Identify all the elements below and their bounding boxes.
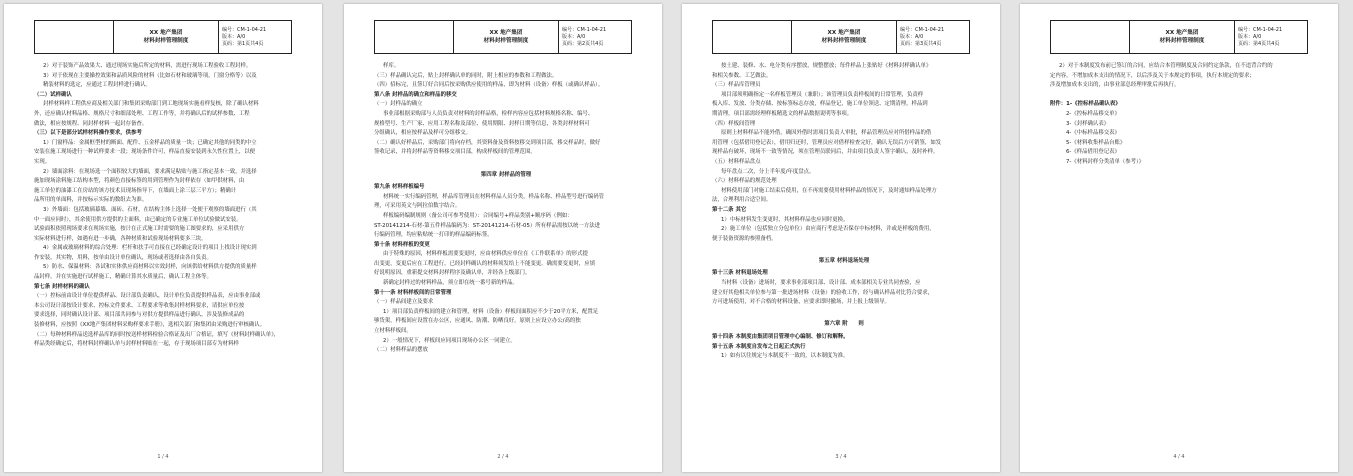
section-heading: 第八条 封样品的确立和样品的移交 (374, 91, 457, 98)
paragraph-line: （四）招标完，且签订好合同后按采购供应使用的样品，即为材料（设备）样板（或确认样品）。 (374, 82, 604, 89)
paragraph-line: 5-《材料收集样品台账》 (1066, 139, 1126, 146)
paragraph-line: 够货架，样板间应设置在办公区，应通风、防潮、防晒良好，原则上应设立办公/高的独 (374, 318, 581, 325)
paragraph-line: 理，可采用英文与阿拉伯数字结合。 (374, 203, 461, 210)
page-footer: 2 / 4 (497, 454, 509, 460)
paragraph-line (712, 308, 976, 318)
paragraph-line: 6-《样品借用登记表》 (1066, 149, 1120, 156)
paragraph-line: 每年盘点二次，分上半年度/年度盘点。 (721, 168, 815, 175)
paragraph-line: 期清理，项目部需经理样板精选文的样品数据说明等事项。 (712, 110, 853, 117)
document-version: 版本：A/0 (1238, 33, 1262, 40)
paragraph-line: 3）外墙面：包括玻璃幕墙、面砖、石材，在结构主体上选择一处便于观察的墙面进行（其 (43, 206, 257, 213)
paragraph-line: 1）门窗样品：金属框型材的断面、配件、五金样品的质量一块；已确定其他的同类的中立 (43, 139, 257, 146)
paragraph-line: 实现。 (34, 158, 51, 165)
paragraph-line: 要求选择，同时确认设计部、项目部共同参与对供方提供样品进行确认，涉及装修成品的 (34, 312, 245, 319)
paragraph-line: 样板编码编制规则（备公司可参考使用）：合同编号+样品类别+顺序码（例如： (383, 212, 573, 219)
paragraph-line: （五）材料样品盘点 (712, 158, 761, 165)
paragraph-line: （一）样品间建立及要求 (374, 299, 434, 306)
paragraph-line: 行编码管理，均应粘贴统一打印的样品编码标签。 (374, 232, 493, 239)
paragraph-line: （二）材料样品的摆放 (374, 347, 428, 354)
paragraph-line: 便于装备资源的参照备档。 (712, 235, 777, 242)
paragraph-line: 新确定封样过的材料样品，须立即在统一番号新的样品。 (383, 280, 518, 287)
paragraph-line: （一）封样品的确立 (374, 101, 423, 108)
page-footer: 4 / 4 (1173, 454, 1185, 460)
page-pagination: 页码：第2页共4页 (562, 40, 604, 47)
paragraph-line: 由于特殊的原因，材料样板需要变更时，应由材料供应单位在《工作联系单》的形式提 (383, 251, 588, 258)
paragraph-line: 按土建、装修、水、电分类有序摆放，规整摆放；每件样品上张贴好《材料封样确认单》 (721, 63, 932, 69)
page-header-table (1050, 20, 1308, 54)
paragraph-line: 原则上材料样品不能外借，确因外借时需项目负责人审批，样品管理员应对所借样品的借 (721, 130, 932, 137)
section-heading: 第十三条 材料退场处理 (712, 270, 768, 277)
document-version: 版本：A/0 (562, 33, 586, 40)
paragraph-line: 和相关参数、工艺做法。 (712, 72, 772, 79)
page-body (712, 62, 976, 362)
paragraph-line: 作安装，其实物，用料，按单由设计单位确认，现场或者选择由各自负责。 (34, 254, 212, 261)
paragraph-line: 分组确认，相应按样品及样可分组移交。 (374, 130, 472, 137)
paragraph-line: 定内容，不增加成本支出的情况下，以后涉及关于本规定的事项，执行本规定的要求； (1050, 72, 1255, 79)
paragraph-line: （四）样板间管理 (712, 120, 756, 127)
page-footer: 1 / 4 (157, 454, 169, 460)
paragraph-line: 施加现场涂料施工结构本型，将颜色直接标签的用到管理作为封样依存（如甲供材料，由 (34, 178, 245, 185)
paragraph-line: 涉及增加成本支出的，由事业部总经理审批后再执行。 (1050, 82, 1180, 89)
page-body (34, 62, 298, 350)
section-heading: 第九条 材料样板编号 (374, 184, 425, 191)
section-heading: 第七条 封样材料的确认 (34, 283, 90, 290)
document-title: 材料封样管理制度 (1159, 38, 1205, 44)
document-number: 编号：CM-1-04-21 (562, 26, 607, 33)
section-heading: （三）以下是部分试样材料操作要求，供参考 (34, 130, 142, 137)
paragraph-line: 板入库、发放、分类存储、按标签标志存放，样品登记，施工单位领送、定期清理，样品到 (712, 101, 928, 108)
paragraph-line: 品封样，并在实施进行试样施工，精确计算其水质量后，确认工程主体等。 (34, 274, 212, 281)
paragraph-line: 本公司设计部按设计要求、控标文件要求、工程要求等收集封样材料要求，请供应单位按 (34, 302, 245, 309)
paragraph-line: 5）防水、保温材料：各试和实体供应商材料以实效封样，向该供给材料供方提供的质量样 (43, 264, 257, 271)
section-heading: 第十二条 其它 (712, 206, 747, 213)
company-name: XX 地产集团 (149, 30, 183, 36)
paragraph-line: 4-《中标样品移交表》 (1066, 130, 1120, 137)
document-title: 材料封样管理制度 (821, 38, 867, 44)
section-heading: （二）试样确认 (34, 91, 72, 98)
document-number: 编号：CM-1-04-21 (1238, 26, 1283, 33)
paragraph-line: 方可进场使用，对不合格的材料设备，应要求即时撤场，并上报上级领导。 (712, 299, 890, 306)
company-name: XX 地产集团 (489, 30, 523, 36)
paragraph-line: 规格型号、生产厂家、应用工程名称及部位、使用期限、封样日期等信息，各类封样材料可 (374, 120, 590, 127)
paragraph-line: 立材料样板间。 (374, 328, 412, 335)
logo-cell (1051, 21, 1130, 53)
paragraph-line: 施工单位的油漆工在房站的该方技术员现场指导下，在墙面上涂三层三平方）；精确计 (34, 187, 237, 194)
paragraph-line: 做法，相应按规程、同封样材料一起封存备查。 (34, 120, 148, 127)
document-version: 版本：A/0 (900, 33, 924, 40)
paragraph-line: 中一面应同时），其余使用供方提供的主面料，由已确定的专业施工单位试验做试安装。 (34, 216, 242, 223)
paragraph-line: 现样品有破坏，现场不一致等情况，须在管理员联同后，并由项目负责人签字确认，及时补样。 (712, 149, 939, 156)
company-name: XX 地产集团 (827, 30, 861, 36)
paragraph-line: （三）样品库管理员 (712, 82, 761, 89)
section-heading: 第四章 封样品的管理 (480, 171, 532, 178)
paragraph-line: 当材料（设备）进场时，要求事业部项目部、设计部、成本部相关专业共同查验，应 (721, 280, 921, 287)
paragraph-line: 样库。 (383, 63, 400, 69)
paragraph-line (1050, 91, 1314, 101)
document-page (344, 4, 662, 472)
section-heading: 第六章 附 则 (824, 321, 864, 328)
section-heading: 第十一条 材料样板间的日常管理 (374, 289, 452, 296)
paragraph-line: 3-《封样确认表》 (1066, 120, 1110, 127)
paragraph-line: （二）确认好样品后，采购部门将向存档，其资料备及资料按移交到项目部，移交样品时，做好 (374, 139, 601, 146)
paragraph-line: 2）施工单位（包括独立分包单位）由应商行考虑是否保存中标材料，并或是样板的费用， (721, 226, 935, 233)
paragraph-line: 建立好其他相关单位参与第一批进场材料（设备）的验收工作，经与确认样品对比符合要求， (712, 289, 934, 296)
paragraph-line: 4）金属或玻璃材料的综合处理：栏杆和扶手可直接在已经确定设计的项目上找设计现实到 (43, 245, 257, 252)
paragraph-line: 2）对于本制度发布前已签订的合同，应结合本管理制度及合同约定条款，在不违背合约的 (1059, 63, 1273, 69)
document-number: 编号：CM-1-04-21 (900, 26, 945, 33)
paragraph-line: 出变更，变更后应在工程进行，已经封样确认的材料须发给上不能变更。确需要变更时，应填 (374, 260, 596, 267)
page-header-table (34, 20, 292, 54)
logo-cell (713, 21, 792, 53)
paragraph-line: 2）墙面涂料：在现场选一个面积较大的墙面，要求满足粘贴与施工指定基本一致，并选择 (43, 168, 257, 175)
paragraph-line: 3）对于依现在主要操控效果和品质风险的材料（比如石材和玻璃等项，门窗分格等）以及 (43, 72, 257, 79)
page-pagination: 页码：第4页共4页 (1238, 40, 1280, 47)
paragraph-line: ST-20141214-石材-第五件样品编码为：ST-20141214-石材-05）所有样品需按以统一方法进 (374, 222, 600, 229)
paragraph-line: 2）对于装饰产品效果大、通过现场实施后所定的材料，需进行现场工程验收工程封样。 (43, 63, 252, 69)
paragraph-line: 2-《控标样品移交单》 (1066, 110, 1120, 117)
paragraph-line: 材料统一实行编码管理，样品库管理员在材料样品人员分类，样品名称、样品型号进行编码管 (383, 193, 605, 200)
paragraph-line: 用管理（包括借用登记表），借用归还时，管理员应对借样检查完好，确认无误后方可销签，如发 (712, 139, 942, 146)
paragraph-line: 1）中标材料发生变更时，其材料样品也应同时更换。 (721, 216, 849, 223)
paragraph-line: 精装材料的选定，应通过工程封样进行确认。 (43, 82, 151, 89)
section-heading: 附件：1-《控标样品确认表》 (1050, 101, 1121, 108)
paragraph-line: 签收记录，并将封样品等资料移交项目部，构成样板间的管理范围。 (374, 149, 536, 156)
section-heading: 第十四条 本制度由集团项目管理中心编制、修订和解释。 (712, 334, 849, 341)
paragraph-line: （六）材料样品的规范处理 (712, 178, 777, 185)
paragraph-line (374, 158, 638, 168)
paragraph-line: 1）如有以往规定与本制度不一致的，以本制度为准。 (721, 353, 849, 360)
paragraph-line: 7-《材料封样分类清单（参考）》 (1066, 158, 1145, 165)
logo-cell (375, 21, 454, 53)
page-pagination: 页码：第3页共4页 (900, 40, 942, 47)
page-header-table (374, 20, 632, 54)
paragraph-line: 封样材料样工程供应商及相关部门和集团采购部门到工地现场实施看样复核，除了确认材料 (43, 101, 259, 108)
document-title: 材料封样管理制度 (483, 38, 529, 44)
document-page (4, 4, 322, 472)
paragraph-line: 好说明原因，重新提交材料封样程序及确认单，并经各上级部门。 (374, 270, 531, 277)
page-pagination: 页码：第1页共4页 (222, 40, 264, 47)
document-page (1020, 4, 1338, 472)
page-body (1050, 62, 1314, 168)
paragraph-line: （三）样品确认完后，贴上封样确认单的同时，附上相应的参数和工程做法。 (374, 72, 558, 79)
section-heading: 第十条 材料样板的变更 (374, 241, 430, 248)
paragraph-line: 项目部须明确指定一名样板管理员（兼职）；该管理员负责样板间的日常管理，负责样 (721, 91, 924, 98)
paragraph-line: 试验面积依照现场要求在现场实施，按计在正式施工时需要的施工图要求的，应采用供方 (34, 226, 245, 233)
paragraph-line: 材料使用部门对施工结束后使用，在不再需要使用材料样品的情况下，及时通知样品处理方 (721, 187, 937, 194)
section-heading: 第十五条 本制度自发布之日起正式执行 (712, 343, 806, 350)
document-page (682, 4, 1000, 472)
paragraph-line: 样品类经确定后，将材料封样确认单与封样材料贴在一起，存于现场项目部专为材料样 (34, 341, 239, 348)
paragraph-line: 实际材料进行样，如遇有进一步确，各种材质和试验现场材料要多三块。 (34, 235, 207, 242)
paragraph-line: 外，还应确认材料品格、规格尺寸和细部处理、工程工作等，并将确认后的试样参数、工程 (34, 110, 250, 117)
paragraph-line: 装修材料，应按照《XX地产集团材料采购样要求手册》，选相关部门和集团由采购进行审核确认。 (34, 322, 266, 329)
page-body (374, 62, 638, 356)
paragraph-line: 事业部根据采购部与人员负责对材料的封样品格，检样内容应包括材料规格名称、编号、 (383, 110, 594, 117)
section-heading: 第五章 材料退场处理 (818, 257, 870, 264)
logo-cell (35, 21, 114, 53)
paragraph-line: 法，合理利用合适空间。 (712, 197, 772, 204)
paragraph-line: 品所用的单面料，并按标示实际的数组去为准。 (34, 197, 148, 204)
company-name: XX 地产集团 (1165, 30, 1199, 36)
page-header-table (712, 20, 970, 54)
page-footer: 3 / 4 (835, 454, 847, 460)
paragraph-line: 2）一般情况下，样板间应同项目现场办公区一同建立。 (383, 337, 516, 344)
paragraph-line: 1）项目部负责样板间的建立和管理，材料（设备）样板间面积应不少于20平方米，配置足 (383, 308, 599, 315)
paragraph-line: （一）控标前由设计单位提供样品、设计部负责确认，设计单位负责提供样品表，应由事业部或 (34, 293, 261, 300)
paragraph-line: 安装在施工现场进行一种试样要求一段；现场条件许可，样品直接安装到永久性位置上，以便 (34, 149, 256, 156)
paragraph-line (712, 244, 976, 254)
document-version: 版本：A/0 (222, 33, 246, 40)
document-number: 编号：CM-1-04-21 (222, 26, 267, 33)
paragraph-line: （二）每种材料样品送选样品库的同时按送样材料检验合格证及出厂合格证，填写《材料封样确认单》， (34, 331, 280, 338)
document-title: 材料封样管理制度 (143, 38, 189, 44)
